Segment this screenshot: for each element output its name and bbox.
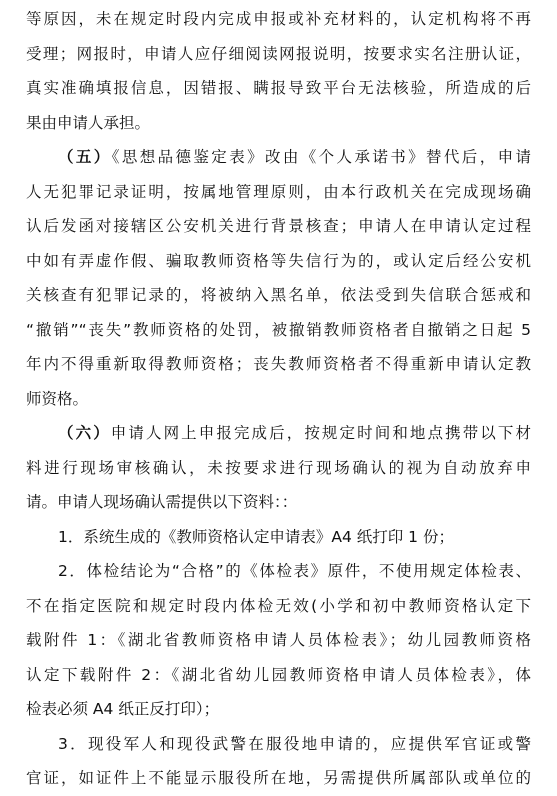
text-line (26, 727, 531, 762)
text-line (26, 692, 531, 727)
text-line (26, 244, 531, 279)
text-line (26, 347, 531, 382)
text-line (26, 37, 531, 72)
section-number: （五） (58, 148, 112, 166)
line-text: 认定下载附件 2：《湖北省幼儿园教师资格申请人员体检表》，体 (26, 665, 531, 684)
text-line (26, 589, 531, 624)
line-text: 料进行现场审核确认，未按要求进行现场确认的视为自动放弃申 (26, 458, 531, 477)
text-line (26, 382, 531, 417)
document-page (26, 2, 531, 796)
line-text: 认后发函对接辖区公安机关进行背景核查；申请人在申请认定过程 (26, 217, 531, 235)
text-line (26, 451, 531, 486)
text-line (26, 485, 531, 520)
line-text: 真实准确填报信息，因错报、瞒报导致平台无法核验，所造成的后 (26, 79, 531, 97)
text-line (26, 106, 531, 141)
line-text: 2．体检结论为“合格”的《体检表》原件，不使用规定体检表、 (58, 562, 531, 580)
line-text: 关核查有犯罪记录的，将被纳入黑名单，依法受到失信联合惩戒和 (26, 286, 531, 304)
line-text: “撤销”“丧失”教师资格的处罚，被撤销教师资格者自撤销之日起 5 (26, 320, 531, 339)
text-line (26, 623, 531, 658)
text-line (26, 71, 531, 106)
line-text: 不在指定医院和规定时段内体检无效(小学和初中教师资格认定下 (26, 596, 531, 615)
text-line (26, 658, 531, 693)
line-text: 申请人网上申报完成后，按规定时间和地点携带以下材 (110, 424, 531, 442)
line-text: 官证，如证件上不能显示服役所在地，另需提供所属部队或单位的 (26, 769, 531, 787)
text-line (26, 209, 531, 244)
text-line (26, 761, 531, 796)
text-line (26, 278, 531, 313)
line-text: 人无犯罪记录证明，按属地管理原则，由本行政机关在完成现场确 (26, 182, 531, 201)
line-text: 中如有弄虚作假、骗取教师资格等失信行为的，或认定后经公安机 (26, 251, 531, 270)
section-number: （六） (58, 424, 111, 442)
line-text: 果由申请人承担。 (26, 113, 151, 132)
text-line (26, 140, 531, 175)
line-text: 3．现役军人和现役武警在服役地申请的，应提供军官证或警 (58, 734, 531, 753)
line-text: 年内不得重新取得教师资格；丧失教师资格者不得重新申请认定教 (26, 355, 531, 373)
line-text: 1．系统生成的《教师资格认定申请表》A4 纸打印 1 份； (58, 527, 454, 546)
text-line (26, 175, 531, 210)
line-text: 请。申请人现场确认需提供以下资料：： (26, 493, 298, 511)
line-text: 师资格。 (26, 389, 89, 408)
text-line (26, 520, 531, 555)
text-line (26, 2, 531, 37)
text-line (26, 313, 531, 348)
line-text: 《思想品德鉴定表》改由《个人承诺书》替代后，申请 (111, 148, 531, 166)
line-text: 检表必须 A4 纸正反打印）； (26, 700, 220, 718)
text-line (26, 554, 531, 589)
line-text: 等原因，未在规定时段内完成申报或补充材料的，认定机构将不再 (26, 10, 531, 28)
line-text: 受理；网报时，申请人应仔细阅读网报说明，按要求实名注册认证， (26, 44, 531, 63)
line-text: 载附件 1：《湖北省教师资格申请人员体检表》；幼儿园教师资格 (26, 631, 531, 649)
text-line (26, 416, 531, 451)
